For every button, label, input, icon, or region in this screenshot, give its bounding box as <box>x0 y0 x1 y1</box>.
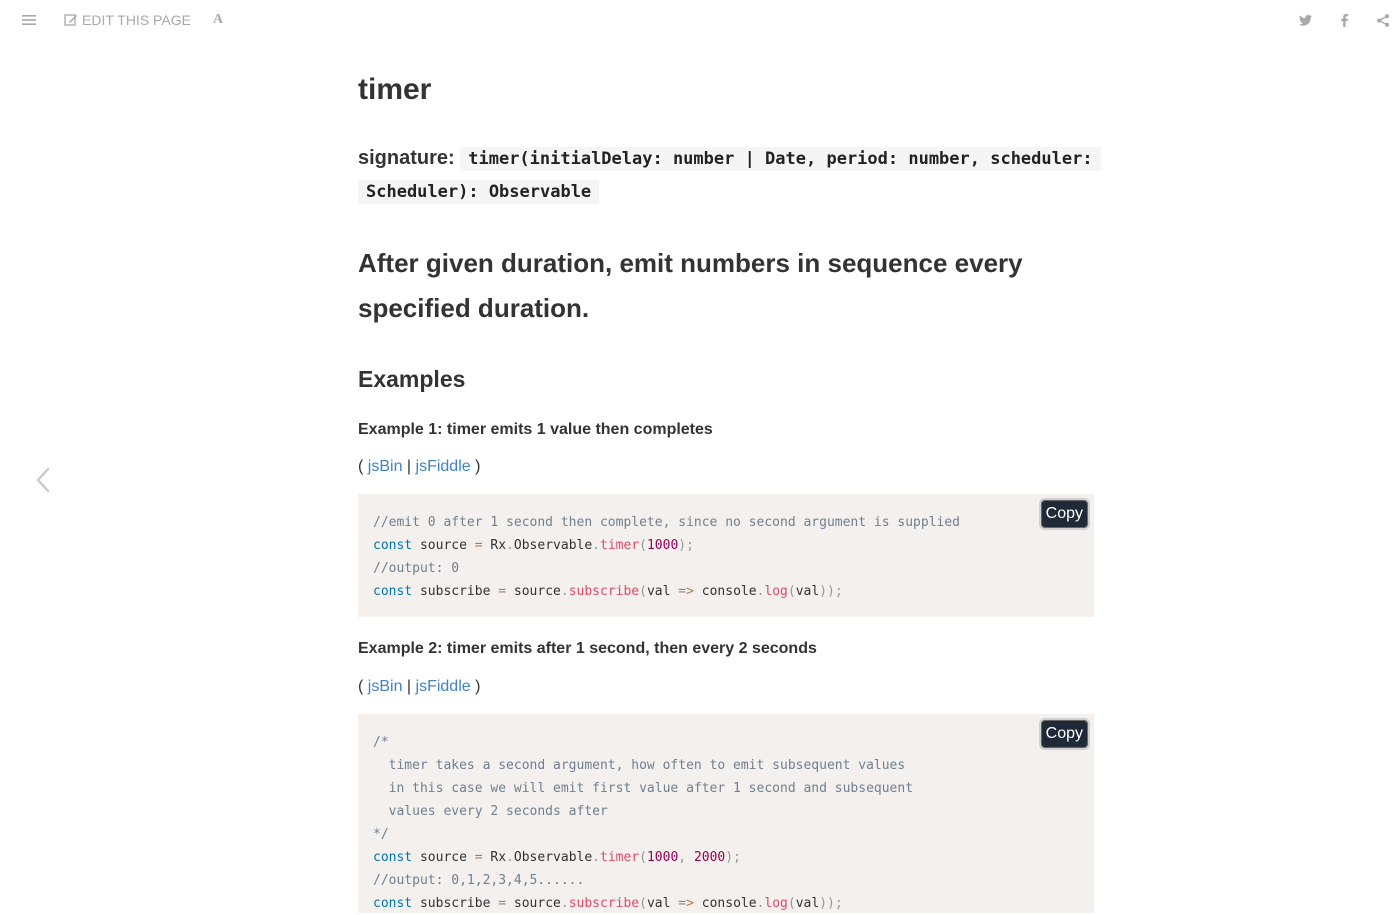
top-toolbar <box>0 0 1400 40</box>
signature-code: timer(initialDelay: number | Date, period: number, scheduler: Scheduler): Observable <box>358 147 1101 204</box>
share-icon[interactable] <box>1377 0 1389 40</box>
code-line: const source = Rx.Observable.timer(1000, 2000); <box>373 850 741 865</box>
paren-open: ( <box>358 458 368 475</box>
signature <box>358 142 1094 208</box>
code-1 <box>373 511 1079 603</box>
code-line: const subscribe = source.subscribe(val => console.log(val)); <box>373 896 843 911</box>
code-line: //output: 0,1,2,3,4,5...... <box>373 873 585 888</box>
jsfiddle-link[interactable]: jsFiddle <box>415 458 471 475</box>
jsbin-link[interactable]: jsBin <box>367 678 403 695</box>
code-line: values every 2 seconds after <box>373 804 608 819</box>
code-2 <box>373 731 1079 915</box>
code-line: timer takes a second argument, how often to emit subsequent values <box>373 758 906 773</box>
lead-heading: After given duration, emit numbers in sequence every specified duration. <box>358 248 1023 323</box>
code-block-2 <box>358 714 1094 913</box>
code-line: /* <box>373 735 389 750</box>
example-2-links <box>358 676 480 698</box>
code-line: */ <box>373 827 389 842</box>
facebook-icon[interactable] <box>1341 0 1348 40</box>
menu-icon[interactable] <box>22 0 36 40</box>
copy-button[interactable]: Copy <box>1041 500 1088 528</box>
code-line: //emit 0 after 1 second then complete, since no second argument is supplied <box>373 515 960 530</box>
link-separator: | <box>402 678 416 695</box>
code-line: const subscribe = source.subscribe(val => console.log(val)); <box>373 584 843 599</box>
edit-page-label: EDIT THIS PAGE <box>82 12 191 28</box>
paren-close: ) <box>470 458 481 475</box>
code-line: const source = Rx.Observable.timer(1000); <box>373 538 694 553</box>
signature-label: signature: <box>358 147 455 169</box>
twitter-icon[interactable] <box>1299 0 1312 40</box>
example-2-title: Example 2: timer emits after 1 second, then every 2 seconds <box>358 640 817 657</box>
jsbin-link[interactable]: jsBin <box>367 458 403 475</box>
edit-page-link[interactable] <box>64 0 191 40</box>
paren-open: ( <box>358 678 368 695</box>
code-block-1 <box>358 494 1094 617</box>
copy-button[interactable]: Copy <box>1041 720 1088 748</box>
examples-heading: Examples <box>358 366 466 392</box>
code-line: in this case we will emit first value after 1 second and subsequent <box>373 781 914 796</box>
paren-close: ) <box>470 678 481 695</box>
page-title: timer <box>358 73 432 106</box>
link-separator: | <box>402 458 416 475</box>
jsfiddle-link[interactable]: jsFiddle <box>415 678 471 695</box>
example-1-links <box>358 456 480 478</box>
previous-page-chevron-left-icon[interactable] <box>34 466 54 494</box>
example-1-title: Example 1: timer emits 1 value then completes <box>358 421 713 438</box>
edit-icon <box>64 13 78 27</box>
code-line: //output: 0 <box>373 561 460 576</box>
font-settings-icon[interactable]: A <box>213 12 224 27</box>
